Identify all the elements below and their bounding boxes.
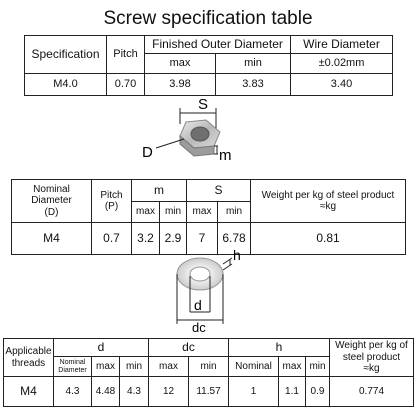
cell-nominal: M4 (12, 223, 92, 255)
cell-m-max: 3.2 (132, 223, 160, 255)
header-finished-outer-diameter: Finished Outer Diameter (145, 36, 291, 54)
cell-weight: 0.774 (330, 377, 414, 407)
label-h: h (233, 248, 241, 263)
header-applicable-threads: Applicable threads (4, 339, 54, 377)
cell-wire: 3.40 (291, 74, 393, 96)
header-max: max (145, 54, 216, 74)
table-row (4, 377, 414, 407)
header-dc-min: min (189, 357, 229, 377)
header-tolerance: ±0.02mm (291, 54, 393, 74)
header-wire-diameter: Wire Diameter (291, 36, 393, 54)
cell-d-nominal: 4.3 (54, 377, 92, 407)
cell-s-min: 6.78 (218, 223, 251, 255)
cell-weight: 0.81 (251, 223, 406, 255)
header-m-min: min (160, 202, 187, 223)
header-h-min: min (306, 357, 330, 377)
flat-washer-diagram (150, 248, 260, 334)
header-s-min: min (218, 202, 251, 223)
header-pitch: Pitch (P) (92, 180, 132, 223)
cell-min: 3.83 (216, 74, 291, 96)
nut-spec-table (11, 179, 406, 255)
header-pitch: Pitch (107, 36, 145, 74)
cell-s-max: 7 (187, 223, 218, 255)
header-m-max: max (132, 202, 160, 223)
cell-h-max: 1.1 (279, 377, 306, 407)
page-title: Screw specification table (103, 8, 313, 29)
cell-threads: M4 (4, 377, 54, 407)
header-dc: dc (149, 339, 229, 357)
cell-max: 3.98 (145, 74, 216, 96)
header-h-nominal: Nominal (229, 357, 279, 377)
washer-spec-table (3, 338, 414, 407)
header-specification: Specification (25, 36, 107, 74)
header-d-nominal-diameter: Nominal Diameter (54, 357, 92, 377)
cell-d-min: 4.3 (120, 377, 149, 407)
cell-m-min: 2.9 (160, 223, 187, 255)
spring-spec-table (24, 35, 393, 96)
label-m: m (219, 147, 232, 164)
label-dc: dc (192, 320, 206, 334)
header-weight: Weight per kg of steel product ≈kg (251, 180, 406, 223)
header-dc-max: max (149, 357, 189, 377)
header-d-min: min (120, 357, 149, 377)
header-h: h (229, 339, 330, 357)
header-weight: Weight per kg of steel product ≈kg (330, 339, 414, 377)
header-d: d (54, 339, 149, 357)
table-row (25, 74, 393, 96)
label-s: S (198, 96, 209, 113)
cell-spec: M4.0 (25, 74, 107, 96)
cell-pitch: 0.70 (107, 74, 145, 96)
cell-h-min: 0.9 (306, 377, 330, 407)
cell-d-max: 4.48 (92, 377, 120, 407)
header-s: S (187, 180, 251, 202)
header-nominal-diameter: Nominal Diameter (D) (12, 180, 92, 223)
header-s-max: max (187, 202, 218, 223)
header-m: m (132, 180, 187, 202)
cell-dc-min: 11.57 (189, 377, 229, 407)
label-d: d (194, 297, 202, 313)
cell-dc-max: 12 (149, 377, 189, 407)
hex-nut-diagram (140, 96, 240, 170)
header-d-max: max (92, 357, 120, 377)
header-min: min (216, 54, 291, 74)
cell-pitch: 0.7 (92, 223, 132, 255)
label-d: D (142, 144, 153, 161)
cell-h-nominal: 1 (229, 377, 279, 407)
header-h-max: max (279, 357, 306, 377)
